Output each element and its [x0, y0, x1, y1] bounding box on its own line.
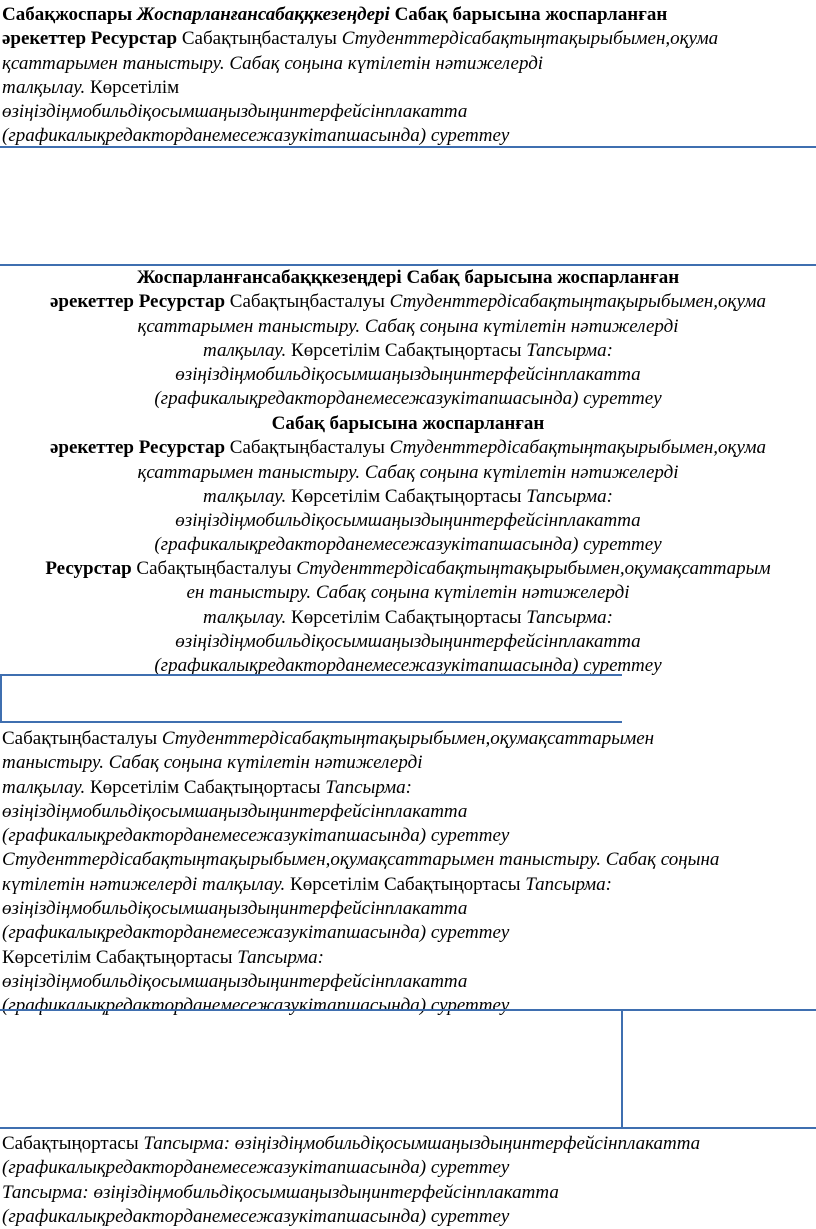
s5-line-6: Студенттердісабақтыңтақырыбымен,оқумақсаттарымен таныстыру. Сабақ соңына: [2, 849, 720, 871]
section-6: [2, 1132, 700, 1229]
s1-line-5: өзіңіздіңмобильдіқосымшаңыздыңинтерфейсінплакатта: [2, 101, 468, 123]
s5-line-1: Сабақтыңбасталуы Студенттердісабақтыңтақырыбымен,оқумақсаттарымен: [2, 728, 655, 749]
s2-line-1: Жоспарланғансабаққкезеңдері Сабақ барысына жоспарланған: [136, 267, 680, 288]
s5-line-2: таныстыру. Сабақ соңына күтілетін нәтижелерді: [2, 752, 423, 774]
section-1: [2, 3, 718, 149]
s4-line-2: ен таныстыру. Сабақ соңына күтілетін нәтижелерді: [186, 582, 630, 604]
rule-line: [0, 1127, 816, 1129]
s3-line-4: талқылау. Көрсетілім Сабақтыңортасы Тапсырма:: [203, 485, 613, 507]
s3-line-1: Сабақ барысына жоспарланған: [271, 413, 545, 434]
s5-line-10: Көрсетілім Сабақтыңортасы Тапсырма:: [2, 946, 324, 968]
s4-line-1: Ресурстар Сабақтыңбасталуы Студенттердісабақтыңтақырыбымен,оқумақсаттарым: [45, 558, 771, 579]
s2-line-4: талқылау. Көрсетілім Сабақтыңортасы Тапсырма:: [203, 339, 613, 361]
s1-line-4: талқылау. Көрсетілім: [2, 76, 180, 98]
s6-line-1: Сабақтыңортасы Тапсырма: өзіңіздіңмобильдіқосымшаңыздыңинтерфейсінплакатта: [2, 1133, 701, 1154]
section-3: [0, 412, 816, 558]
section-2: [0, 266, 816, 412]
s6-line-4: (графикалықредакторданемесежазукітапшасында) суреттеу: [2, 1205, 510, 1227]
s4-line-4: өзіңіздіңмобильдіқосымшаңыздыңинтерфейсінплакатта: [175, 630, 641, 652]
section-5: [2, 727, 719, 1019]
s1-line-2: әрекеттер Ресурстар Сабақтыңбасталуы Студенттердісабақтыңтақырыбымен,оқума: [2, 28, 719, 50]
s5-line-9: (графикалықредакторданемесежазукітапшасында) суреттеу: [2, 922, 510, 944]
s5-line-3: талқылау. Көрсетілім Сабақтыңортасы Тапсырма:: [2, 776, 412, 798]
rule-line: [0, 721, 622, 723]
s6-line-2: (графикалықредакторданемесежазукітапшасында) суреттеу: [2, 1157, 510, 1179]
s5-line-11: өзіңіздіңмобильдіқосымшаңыздыңинтерфейсінплакатта: [2, 970, 468, 992]
s5-line-4: өзіңіздіңмобильдіқосымшаңыздыңинтерфейсінплакатта: [2, 800, 468, 822]
s5-line-8: өзіңіздіңмобильдіқосымшаңыздыңинтерфейсінплакатта: [2, 898, 468, 920]
s2-line-2: әрекеттер Ресурстар Сабақтыңбасталуы Студенттердісабақтыңтақырыбымен,оқума: [49, 291, 767, 313]
rule-line: [621, 1009, 623, 1128]
s3-line-6: (графикалықредакторданемесежазукітапшасында) суреттеу: [154, 534, 662, 556]
s4-line-3: талқылау. Көрсетілім Сабақтыңортасы Тапсырма:: [203, 606, 613, 628]
s2-line-5: өзіңіздіңмобильдіқосымшаңыздыңинтерфейсінплакатта: [175, 364, 641, 386]
s5-line-7: күтілетін нәтижелерді талқылау. Көрсетілім Сабақтыңортасы Тапсырма:: [2, 873, 612, 895]
s3-line-5: өзіңіздіңмобильдіқосымшаңыздыңинтерфейсінплакатта: [175, 510, 641, 532]
s5-line-5: (графикалықредакторданемесежазукітапшасында) суреттеу: [2, 825, 510, 847]
s2-line-6: (графикалықредакторданемесежазукітапшасында) суреттеу: [154, 388, 662, 410]
rule-line: [0, 674, 622, 676]
s1-line-1: Сабақжоспары Жоспарланғансабаққкезеңдері Сабақ барысына жоспарланған: [2, 4, 668, 25]
s1-line-3: қсаттарымен таныстыру. Сабақ соңына күтілетін нәтижелерді: [2, 52, 544, 74]
s6-line-3: Тапсырма: өзіңіздіңмобильдіқосымшаңыздыңинтерфейсінплакатта: [2, 1181, 559, 1203]
rule-line: [0, 1009, 816, 1011]
s2-line-3: қсаттарымен таныстыру. Сабақ соңына күтілетін нәтижелерді: [137, 315, 679, 337]
s3-line-3: қсаттарымен таныстыру. Сабақ соңына күтілетін нәтижелерді: [137, 461, 679, 483]
s1-line-6: (графикалықредакторданемесежазукітапшасында) суреттеу: [2, 125, 510, 147]
rule-line: [0, 146, 816, 148]
s3-line-2: әрекеттер Ресурстар Сабақтыңбасталуы Студенттердісабақтыңтақырыбымен,оқума: [49, 437, 767, 459]
s5-line-12: (графикалықредакторданемесежазукітапшасында) суреттеу: [2, 995, 510, 1017]
rule-line: [0, 674, 2, 722]
section-4: [0, 557, 816, 678]
s4-line-5: (графикалықредакторданемесежазукітапшасында) суреттеу: [154, 655, 662, 677]
